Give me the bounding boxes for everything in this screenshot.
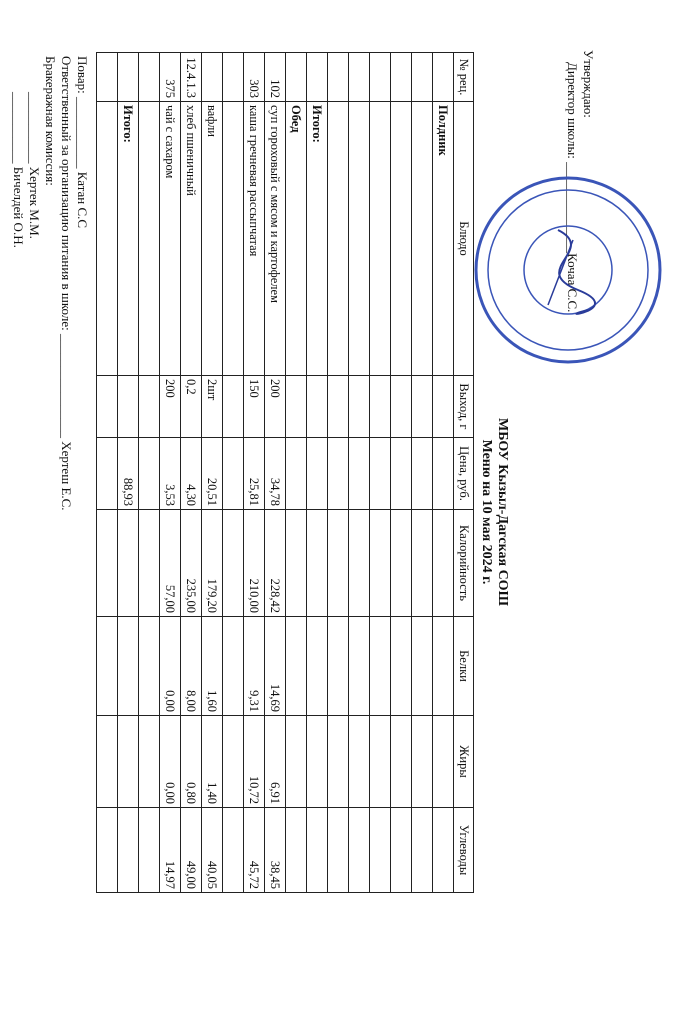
total-label: Итого:	[118, 102, 139, 376]
price: 34,78	[265, 438, 286, 510]
output: 200	[265, 376, 286, 438]
carbs: 14,97	[160, 808, 181, 893]
subtotal-label: Итого:	[307, 102, 328, 376]
dish-name: суп гороховый с мясом и картофелем	[265, 102, 286, 376]
section-lunch: Обед	[286, 102, 307, 376]
responsible-signature: Ответственный за организацию питания в школе: ________________ Хертеш Е.С.	[59, 56, 74, 511]
calories: 57,00	[160, 510, 181, 617]
proteins: 14,69	[265, 617, 286, 716]
fats: 10,72	[244, 716, 265, 808]
carbs: 38,45	[265, 808, 286, 893]
recipe-code: 375	[160, 53, 181, 102]
carbs: 45,72	[244, 808, 265, 893]
organization-name: МБОУ Кызыл-Дагская СОШ	[495, 418, 510, 606]
director-signature-line: Директор школы: ______________Кочаа С.С.	[565, 62, 580, 313]
recipe-code: 303	[244, 53, 265, 102]
dish-name: чай с сахаром	[160, 102, 181, 376]
table-row	[412, 53, 433, 893]
carbs: 49,00	[181, 808, 202, 893]
table-row	[202, 53, 223, 893]
table-row	[391, 53, 412, 893]
total-row	[118, 53, 139, 893]
table-row	[244, 53, 265, 893]
header-calories: Калорийность	[454, 510, 474, 617]
price: 4,30	[181, 438, 202, 510]
fats: 6,91	[265, 716, 286, 808]
table-row	[97, 53, 118, 893]
total-price: 88,93	[118, 438, 139, 510]
price: 3,53	[160, 438, 181, 510]
commission-label: Бракеражная комиссия:	[43, 56, 58, 186]
recipe-code: 12.4.1.3	[181, 53, 202, 102]
recipe-code	[202, 53, 223, 102]
commission-member-2: ___________ Бичелдей О.Н.	[11, 92, 26, 248]
menu-title: Меню на 10 мая 2024 г.	[479, 439, 494, 585]
header-recipe-no: № рец.	[454, 53, 474, 102]
fats: 0,00	[160, 716, 181, 808]
carbs: 40,05	[202, 808, 223, 893]
recipe-code: 102	[265, 53, 286, 102]
proteins: 9,31	[244, 617, 265, 716]
section-row-lunch	[286, 53, 307, 893]
dish-name: каша гречневая рассыпчатая	[244, 102, 265, 376]
output: 0,2	[181, 376, 202, 438]
calories: 228,42	[265, 510, 286, 617]
dish-name: хлеб пшеничный	[181, 102, 202, 376]
section-snack: Полдник	[433, 102, 454, 376]
commission-member-1: ___________ Хертек М.М.	[27, 92, 42, 239]
header-proteins: Белки	[454, 617, 474, 716]
output: 2шт	[202, 376, 223, 438]
table-row	[265, 53, 286, 893]
proteins: 1,60	[202, 617, 223, 716]
table-row	[160, 53, 181, 893]
table-row	[181, 53, 202, 893]
price: 25,81	[244, 438, 265, 510]
header-fats: Жиры	[454, 716, 474, 808]
table-row	[349, 53, 370, 893]
proteins: 8,00	[181, 617, 202, 716]
cook-signature: Повар: ___________ Катан С.С	[75, 56, 90, 229]
calories: 210,00	[244, 510, 265, 617]
header-output: Выход, г	[454, 376, 474, 438]
approval-label: Утверждаю:	[581, 50, 596, 118]
header-carbs: Углеводы	[454, 808, 474, 893]
table-row	[370, 53, 391, 893]
output: 150	[244, 376, 265, 438]
table-header-row	[454, 53, 474, 893]
fats: 1,40	[202, 716, 223, 808]
header-price: Цена, руб.	[454, 438, 474, 510]
fats: 0,80	[181, 716, 202, 808]
table-row	[328, 53, 349, 893]
table-row	[223, 53, 244, 893]
price: 20,51	[202, 438, 223, 510]
menu-table	[96, 52, 474, 893]
output: 200	[160, 376, 181, 438]
proteins: 0,00	[160, 617, 181, 716]
subtotal-row-snack	[307, 53, 328, 893]
calories: 235,00	[181, 510, 202, 617]
calories: 179,20	[202, 510, 223, 617]
section-row-snack	[433, 53, 454, 893]
dish-name: вафли	[202, 102, 223, 376]
table-row	[139, 53, 160, 893]
header-dish: Блюдо	[454, 102, 474, 376]
